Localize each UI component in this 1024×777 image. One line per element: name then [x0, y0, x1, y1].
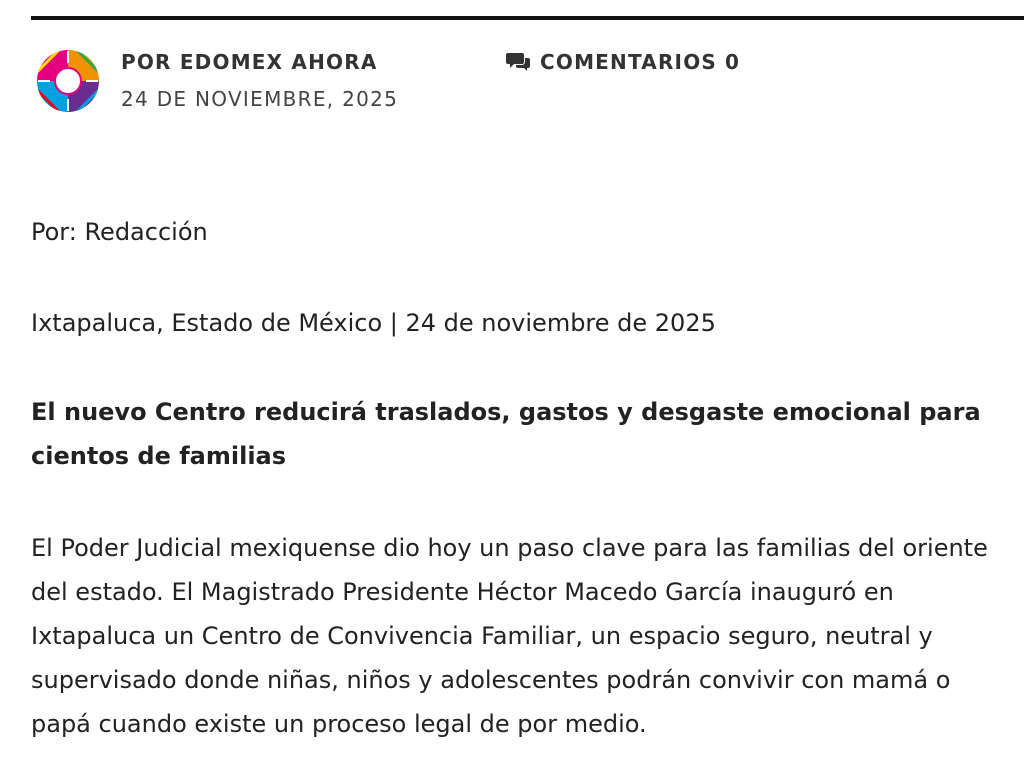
edomex-logo-icon — [36, 49, 100, 113]
article-author-line: Por: Redacción — [31, 218, 208, 246]
comments-count: 0 — [725, 50, 741, 74]
comments-label: COMENTARIOS — [540, 50, 717, 74]
article-dateline: Ixtapaluca, Estado de México | 24 de noviembre de 2025 — [31, 309, 716, 337]
author-avatar[interactable] — [36, 49, 100, 113]
comments-icon — [506, 51, 532, 73]
article-paragraph: El Poder Judicial mexiquense dio hoy un paso clave para las familias del oriente del estado. El Magistrado Presidente Héctor Macedo García inauguró en Ixtapaluca un Centro de Convivencia Familiar, un espacio seguro, neutral y supervisado donde niñas, niños y adolescentes podrán convivir con mamá o papá cuando existe un proceso legal de por medio. — [31, 534, 988, 738]
header-divider — [31, 16, 1024, 20]
comments-link[interactable] — [506, 50, 740, 74]
article-byline[interactable]: POR EDOMEX AHORA — [121, 50, 378, 74]
article-date: 24 DE NOVIEMBRE, 2025 — [121, 87, 399, 111]
article-subtitle: El nuevo Centro reducirá traslados, gastos y desgaste emocional para cientos de familias — [31, 398, 981, 470]
